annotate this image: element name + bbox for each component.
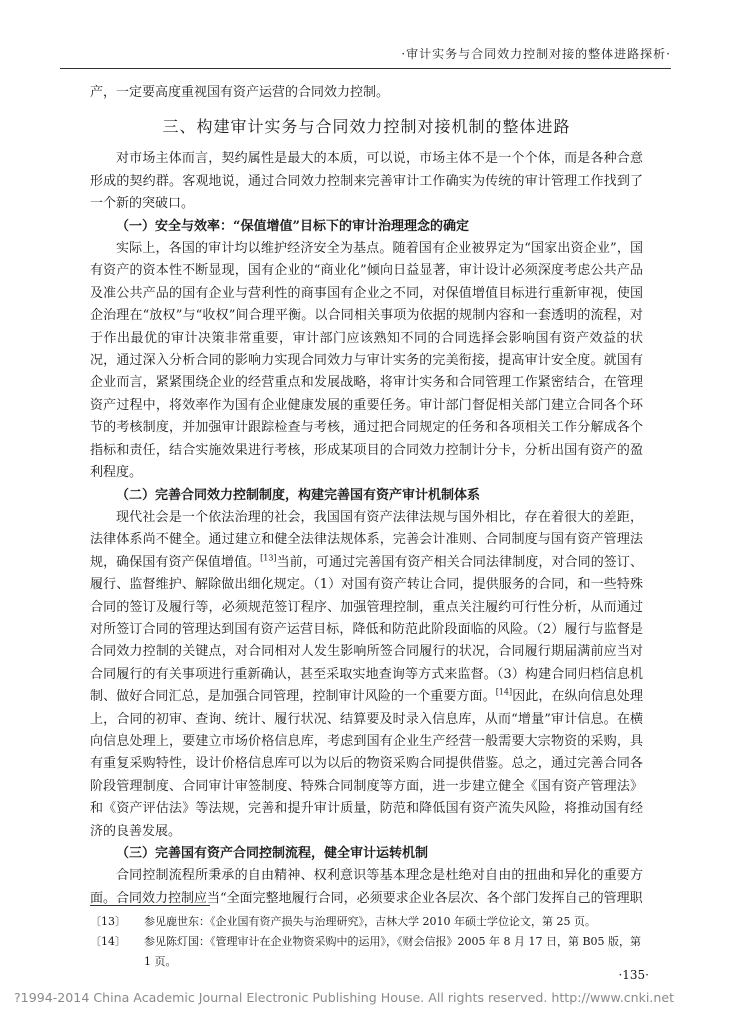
section-intro-paragraph: 对市场主体而言，契约属性是最大的本质，可以说，市场主体不是一个个体，而是各种合意形成的契约群。客观地说，通过合同效力控制来完善审计工作确实为传统的审计管理工作找到了一个新的突破口。	[90, 151, 643, 212]
footnote	[90, 912, 643, 932]
running-title: ·审计实务与合同效力控制对接的整体进路探析·	[401, 47, 671, 61]
footnotes	[90, 912, 643, 972]
subsection-2-paragraph	[90, 507, 643, 843]
footnote-rule	[90, 905, 210, 906]
subsection-2-text-c: 因此，在纵向信息处理上，合同的初审、查询、统计、履行状况、结算要及时录入信息库，从而“增量”审计信息。在横向信息处理上，要建立市场价格信息库，考虑到国有企业生产经营一般需要大宗物资的采购，具有重复采购特性，设计价格信息库可以为以后的物资采购合同提供借鉴。总之，通过完善合同各阶段管理制度、合同审计审签制度、特殊合同制度等方面，进一步建立健全《国有资产管理法》和《资产评估法》等法规，完善和提升审计质量，防范和降低国有资产流失风险，将推动国有经济的良善发展。	[90, 689, 643, 839]
footnote-text: 参见鹿世东：《企业国有资产损失与治理研究》，吉林大学 2010 年硕士学位论文，第 25 页。	[144, 915, 596, 928]
section-title: 三、构建审计实务与合同效力控制对接机制的整体进路	[162, 117, 571, 137]
subsection-1-paragraph: 实际上，各国的审计均以维护经济安全为基点。随着国有企业被界定为“国家出资企业”，国有资产的资本性不断显现，国有企业的“商业化”倾向日益显著，审计设计必须深度考虑公共产品及准公共产品的国有企业与营利性的商事国有企业之不同，对保值增值目标进行重新审视，使国企治理在“放权”与“收权”间合理平衡。以合同相关事项为依据的规制内容和一套透明的流程，对于作出最优的审计决策非常重要，审计部门应该熟知不同的合同选择会影响国有资产效益的状况，通过深入分析合同的影响力实现合同效力与审计实务的完美衔接，提高审计安全度。就国有企业而言，紧紧围绕企业的经营重点和发展战略，将审计实务和合同管理工作紧密结合，在管理资产过程中，将效率作为国有企业健康发展的重要任务。审计部门督促相关部门建立合同各个环节的考核制度，并加强审计跟踪检查与考核，通过把合同规定的任务和各项相关工作分解成各个指标和责任，结合实施效果进行考核，形成某项目的合同效力控制计分卡，分析出国有资产的盈利程度。	[90, 241, 643, 481]
footnote-number: 〔14〕	[90, 935, 126, 948]
subsection-2-text-a: 现代社会是一个依法治理的社会，我国国有资产法律法规与国外相比，存在着很大的差距，法律体系尚不健全。通过建立和健全法律法规体系，完善会计准则、合同制度与国有资产管理法规，确保国有资产保值增值。	[90, 509, 643, 570]
copyright-watermark: ?1994-2014 China Academic Journal Electronic Publishing House. All rights reserved. http://www.cnki.net	[14, 990, 675, 1005]
page-number: ·135·	[618, 968, 649, 982]
intro-line: 产，一定要高度重视国有资产运营的合同效力控制。	[90, 85, 390, 100]
subsection-1-heading: （一）安全与效率：“保值增值”目标下的审计治理理念的确定	[116, 218, 469, 234]
subsection-2-heading: （二）完善合同效力控制制度，构建完善国有资产审计机制体系	[116, 487, 481, 503]
subsection-3-heading: （三）完善国有资产合同控制流程，健全审计运转机制	[116, 846, 429, 861]
header-rule	[60, 68, 671, 69]
citation-13: [13]	[260, 553, 277, 563]
subsection-2-text-b: 当前，可通过完善国有资产相关合同法律制度，对合同的签订、履行、监督维护、解除做出细化规定。（1）对国有资产转让合同，提供服务的合同，和一些特殊合同的签订及履行等，必须规范签订程序、加强管理控制，重点关注履约可行性分析，从而通过对所签订合同的管理达到国有资产运营目标，降低和防范此阶段面临的风险。（2）履行与监督是合同效力控制的关键点，对合同相对人发生影响所签合同履行的状况，合同履行期届满前应当对合同履行的有关事项进行重新确认，甚至采取实地查询等方式来监督。（3）构建合同归档信息机制、做好合同汇总，是加强合同管理，控制审计风险的一个重要方面。	[90, 554, 643, 705]
article-body	[90, 82, 643, 910]
footnote	[90, 932, 643, 972]
footnote-text: 参见陈灯国：《管理审计在企业物资采购中的运用》，《财会信报》2005 年 8 月 17 日，第 B05 版，第 1 页。	[144, 935, 642, 968]
citation-14: [14]	[495, 687, 513, 697]
subsection-3-paragraph: 合同控制流程所秉承的自由精神、权利意识等基本理念是杜绝对自由的扭曲和异化的重要方面。合同效力控制应当“全面完整地履行合同，必须要求企业各层次、各个部门发挥自己的管理职	[90, 868, 643, 906]
footnote-number: 〔13〕	[90, 915, 126, 928]
